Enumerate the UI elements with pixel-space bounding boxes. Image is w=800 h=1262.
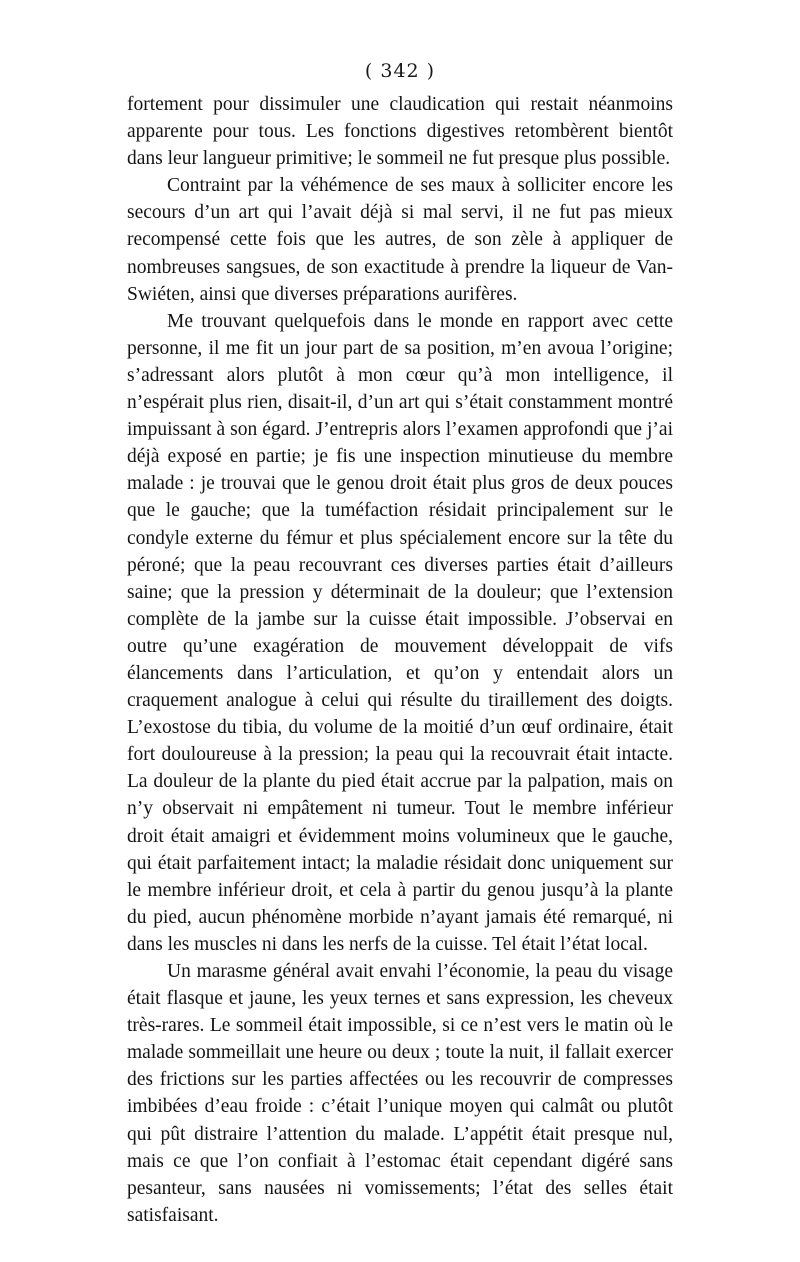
- paragraph-1: fortement pour dissimuler une claudication qui restait néanmoins apparente pour tous. Les fonctions digestives retombèrent bientôt dans leur langueur primitive; le sommeil ne fut presque plus possible.: [127, 94, 673, 170]
- paragraph-3: Me trouvant quelquefois dans le monde en rapport avec cette personne, il me fit un jour part de sa position, m’en avoua l’origine; s’adressant alors plutôt à mon cœur qu’à mon intelligence, il n’espérait plus rien, disait-il, d’un art qui s’était constamment montré impuissant à son égard. J’entrepris alors l’examen approfondi que j’ai déjà exposé en partie; je fis une inspection minutieuse du membre malade : je trouvai que le genou droit était plus gros de deux pouces que le gauche; que la tuméfaction résidait principalement sur le condyle externe du fémur et plus spécialement encore sur la tête du péroné; que la peau recouvrant ces diverses parties était d’ailleurs saine; que la pression y déterminait de la douleur; que l’extension complète de la jambe sur la cuisse était impossible. J’observai en outre qu’une exagération de mouvement développait de vifs élancements dans l’articulation, et qu’on y entendait alors un craquement analogue à celui qui résulte du tiraillement des doigts. L’exostose du tibia, du volume de la moitié d’un œuf ordinaire, était fort douloureuse à la pression; la peau qui la recouvrait était intacte. La douleur de la plante du pied était accrue par la palpation, mais on n’y observait ni empâtement ni tumeur. Tout le membre inférieur droit était amaigri et évidemment moins volumineux que le gauche, qui était parfaitement intact; la maladie résidait donc uniquement sur le membre inférieur droit, et cela à partir du genou jusqu’à la plante du pied, aucun phénomène morbide n’ayant jamais été remarqué, ni dans les muscles ni dans les nerfs de la cuisse. Tel était l’état local.: [127, 310, 673, 955]
- paragraph-4: Un marasme général avait envahi l’économie, la peau du visage était flasque et jaune, les yeux ternes et sans expression, les cheveux très-rares. Le sommeil était impossible, si ce n’est vers le matin où le malade sommeillait une heure ou deux ; toute la nuit, il fallait exercer des frictions sur les parties affectées ou les recouvrir de compresses imbibées d’eau froide : c’était l’unique moyen qui calmât ou plutôt qui pût distraire l’attention du malade. L’appétit était presque nul, mais ce que l’on confiait à l’estomac était cependant digéré sans pesanteur, sans nausées ni vomissements; l’état des selles était satisfaisant.: [127, 961, 673, 1226]
- page-number: ( 342 ): [364, 60, 436, 82]
- body-text: [127, 91, 673, 1229]
- paragraph-2: Contraint par la véhémence de ses maux à solliciter encore les secours d’un art qui l’avait déjà si mal servi, il ne fut pas mieux recompensé cette fois que les autres, de son zèle à appliquer de nombreuses sangsues, de son exactitude à prendre la liqueur de Van-Swiéten, ainsi que diverses préparations aurifères.: [127, 175, 673, 305]
